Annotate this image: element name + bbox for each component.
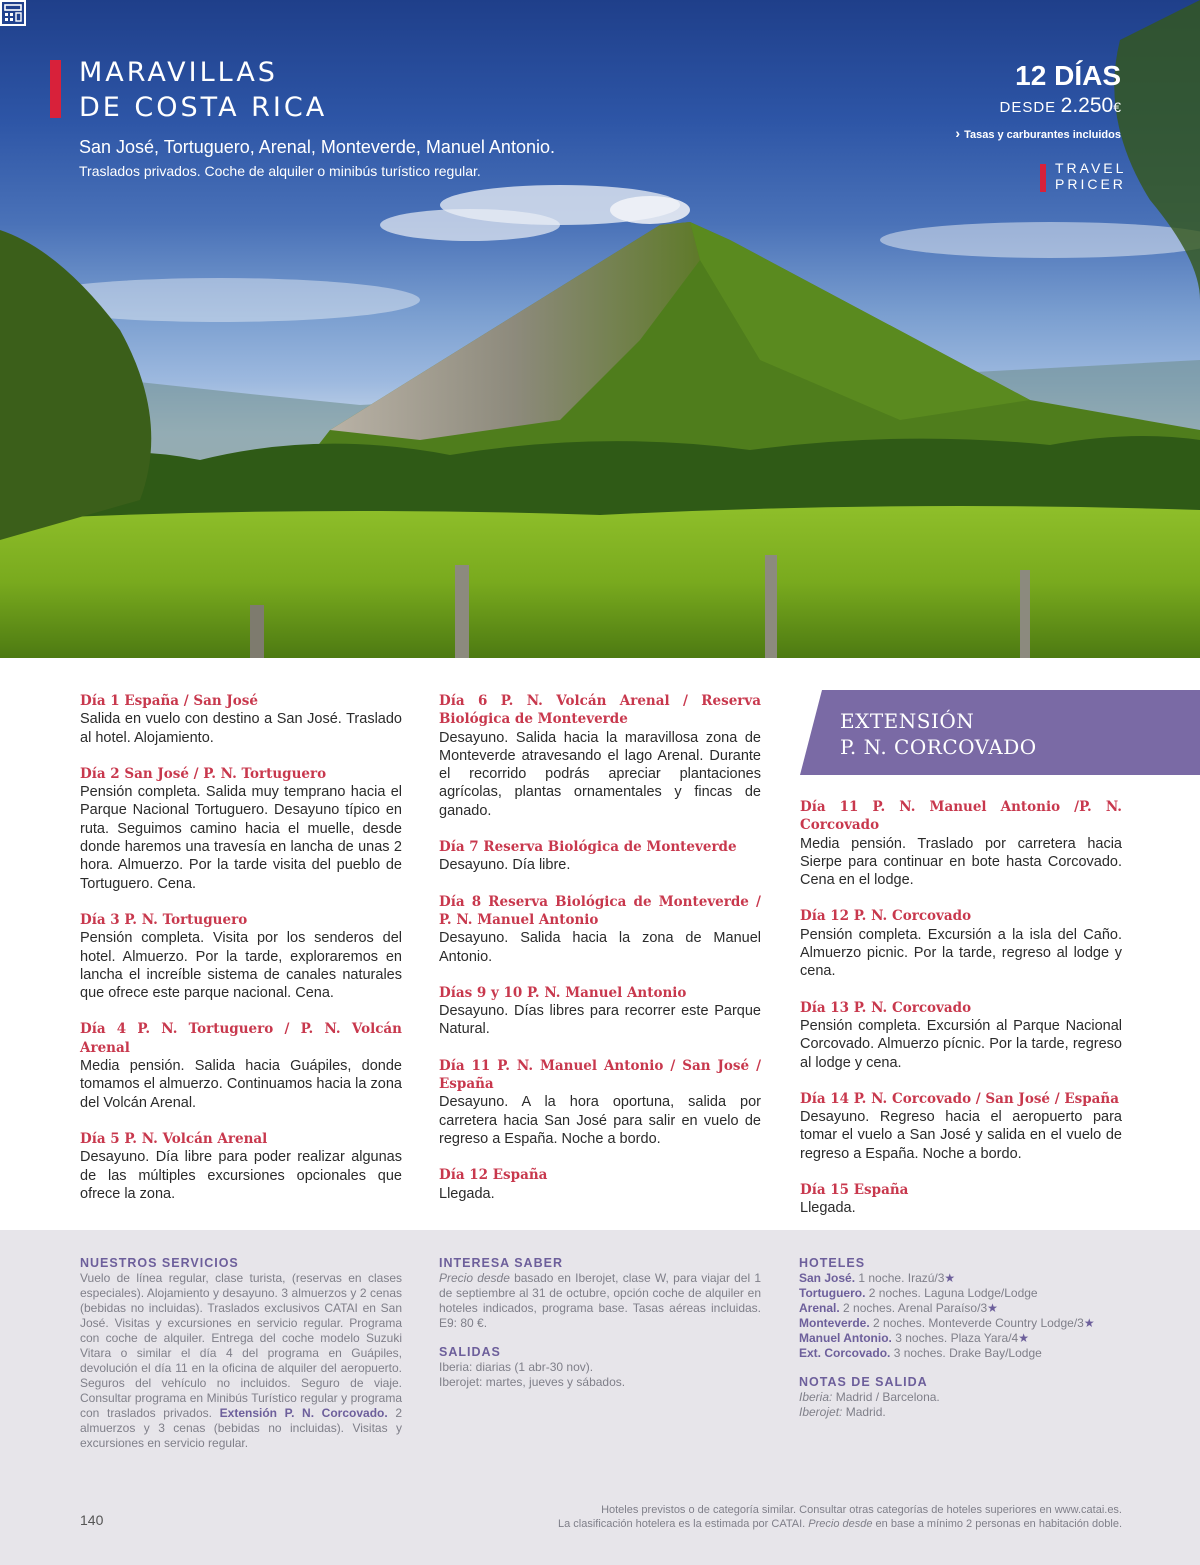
salidas-line-2: Iberojet: martes, jueves y sábados. [439, 1375, 626, 1389]
chevron-right-icon: › [955, 125, 961, 141]
itinerary-day [439, 1057, 761, 1148]
services-heading: NUESTROS SERVICIOS [80, 1256, 239, 1270]
itinerary-column-1 [80, 692, 402, 1221]
price-from [1000, 94, 1122, 118]
title-accent-bar [50, 60, 61, 118]
departure-note [799, 1405, 1099, 1420]
day-description: Pensión completa. Excursión a la isla del Caño. Almuerzo picnic. Por la tarde, regreso al lodge y cena. [800, 926, 1122, 980]
day-title: Día 14 P. N. Corcovado / San José / España [800, 1090, 1119, 1107]
hotel-detail: 1 noche. Irazú/3 [855, 1271, 945, 1285]
star-icon: ★ [1083, 1316, 1095, 1330]
salidas-heading: SALIDAS [439, 1345, 501, 1359]
title-line-1: MARAVILLAS [79, 57, 278, 88]
interesa-body: basado en Iberojet, clase W, para viajar del 1 de septiembre al 31 de octubre, opción coche de alquiler en hoteles indicados, programa base. Tasas aéreas incluidas. E9: 80 €. [439, 1271, 761, 1330]
star-icon: ★ [944, 1271, 956, 1285]
hotel-entry [799, 1286, 1099, 1301]
day-title: Día 3 P. N. Tortuguero [80, 911, 248, 928]
travel-pricer-logo [1055, 160, 1126, 192]
day-title: Días 9 y 10 P. N. Manuel Antonio [439, 984, 687, 1001]
departure-cities: Madrid / Barcelona. [832, 1390, 940, 1404]
extension-title-line-2: P. N. CORCOVADO [840, 735, 1037, 759]
day-title: Día 13 P. N. Corcovado [800, 999, 972, 1016]
hotel-destination: Arenal. [799, 1301, 840, 1315]
hotel-destination: Monteverde. [799, 1316, 870, 1330]
hotel-detail: 2 noches. Laguna Lodge/Lodge [865, 1286, 1038, 1300]
day-title: Día 12 España [439, 1167, 548, 1184]
departure-airline: Iberia: [799, 1390, 833, 1404]
hotel-destination: Ext. Corcovado. [799, 1346, 891, 1360]
disclaimer [422, 1503, 1122, 1531]
brand-accent-bar [1040, 164, 1046, 192]
hotel-entry [799, 1331, 1099, 1346]
route-subtitle: San José, Tortuguero, Arenal, Monteverde, Manuel Antonio. [79, 137, 555, 157]
hero-image [0, 0, 1200, 658]
hotel-detail: 2 noches. Arenal Paraíso/3 [839, 1301, 988, 1315]
hotel-detail: 3 noches. Drake Bay/Lodge [890, 1346, 1042, 1360]
day-description: Desayuno. A la hora oportuna, salida por carretera hacia San José para salir en vuelo de regreso a España. Noche a bordo. [439, 1094, 761, 1147]
star-icon: ★ [987, 1301, 998, 1315]
day-description: Desayuno. Salida hacia la maravillosa zona de Monteverde atravesando el lago Arenal. Durante el recorrido podrás apreciar plantaciones agrícolas, plantas ornamentales y fincas de ganado. [439, 729, 761, 819]
day-title: Día 15 España [800, 1182, 909, 1199]
day-description: Pensión completa. Salida muy temprano hacia el Parque Nacional Tortuguero. Desayuno típico en ruta. Seguimos camino hacia el muelle, desde donde haremos una travesía en lancha de unas 2 hora. Almuerzo. Por la tarde visita del pueblo de Tortuguero. Cena. [80, 784, 402, 892]
day-description: Pensión completa. Excursión al Parque Nacional Corcovado. Almuerzo pícnic. Por la tarde, regreso al lodge y cena. [800, 1017, 1122, 1071]
disclaimer-line-2 [422, 1517, 1122, 1531]
services-extension-text: 2 almuerzos y 3 cenas (bebidas no incluidas). Visitas y excursiones en servicio regular. [80, 1406, 402, 1450]
day-title: Día 8 Reserva Biológica de Monteverde / P. N. Manuel Antonio [439, 893, 761, 928]
disclaimer-line-2-italic: Precio desde [808, 1518, 873, 1530]
itinerary-day [439, 1166, 761, 1203]
itinerary-day [439, 984, 761, 1039]
brand-line-1: TRAVEL [1055, 160, 1127, 176]
extension-title [840, 708, 1037, 760]
hotel-entry [799, 1301, 1099, 1316]
salidas-line-1: Iberia: diarias (1 abr-30 nov). [439, 1360, 594, 1374]
hotel-detail: 2 noches. Monteverde Country Lodge/3 [869, 1316, 1084, 1330]
day-description: Llegada. [439, 1185, 495, 1202]
day-description: Desayuno. Días libres para recorrer este Parque Natural. [439, 1003, 761, 1038]
day-title: Día 2 San José / P. N. Tortuguero [80, 765, 327, 782]
day-title: Día 4 P. N. Tortuguero / P. N. Volcán Arenal [80, 1021, 402, 1056]
itinerary-day [439, 893, 761, 966]
day-title: Día 7 Reserva Biológica de Monteverde [439, 839, 737, 856]
notas-heading: NOTAS DE SALIDA [799, 1375, 928, 1389]
itinerary-day [80, 1020, 402, 1111]
taxes-text: Tasas y carburantes incluidos [964, 129, 1121, 141]
hotel-destination: Manuel Antonio. [799, 1331, 892, 1345]
departure-airline: Iberojet: [799, 1405, 843, 1419]
day-description: Desayuno. Día libre para poder realizar algunas de las múltiples excursiones opcionales que ofrece la zona. [80, 1149, 402, 1202]
day-title: Día 11 P. N. Manuel Antonio / San José / España [439, 1057, 761, 1093]
services-section [80, 1256, 402, 1451]
star-icon: ★ [1018, 1331, 1029, 1345]
day-title: Día 1 España / San José [80, 693, 258, 709]
itinerary-day [800, 1090, 1122, 1163]
extension-title-line-1: EXTENSIÓN [840, 709, 975, 733]
day-description: Desayuno. Salida hacia la zona de Manuel Antonio. [439, 930, 761, 965]
hotel-entry [799, 1316, 1099, 1331]
hotels-heading: HOTELES [799, 1256, 866, 1270]
day-description: Media pensión. Salida hacia Guápiles, donde tomamos el almuerzo. Continuamos hacia la zona del Volcán Arenal. [80, 1058, 402, 1111]
notas-list [799, 1390, 1099, 1420]
calculator-icon [0, 0, 26, 26]
hotel-entry [799, 1346, 1099, 1361]
price-label: DESDE [999, 99, 1057, 116]
day-title: Día 12 P. N. Corcovado [800, 908, 972, 925]
hotel-entry [799, 1271, 1099, 1286]
day-description: Salida en vuelo con destino a San José. Traslado al hotel. Alojamiento. [80, 711, 402, 746]
itinerary-day [80, 765, 402, 893]
disclaimer-line-1: Hoteles previstos o de categoría similar. Consultar otras categorías de hoteles superiores en www.catai.es. [601, 1504, 1122, 1516]
itinerary-day [800, 907, 1122, 980]
day-title: Día 11 P. N. Manuel Antonio /P. N. Corcovado [800, 799, 1122, 834]
interesa-section [439, 1256, 761, 1390]
hotel-destination: San José. [799, 1271, 856, 1285]
disclaimer-line-2-a: La clasificación hotelera es la estimada por CATAI. [558, 1518, 809, 1530]
hotel-destination: Tortuguero. [799, 1286, 866, 1300]
day-description: Llegada. [800, 1200, 856, 1217]
trip-duration: 12 DÍAS [1015, 60, 1121, 91]
itinerary-day [80, 1130, 402, 1203]
services-text [80, 1271, 402, 1451]
day-title: Día 5 P. N. Volcán Arenal [80, 1130, 268, 1147]
day-description: Desayuno. Regreso hacia el aeropuerto para tomar el vuelo a San José y salida en el vuelo de regreso a España. Noche a bordo. [800, 1109, 1122, 1162]
itinerary-day [80, 692, 402, 747]
day-description: Media pensión. Traslado por carretera hacia Sierpe para continuar en bote hasta Corcovado. Cena en el lodge. [800, 835, 1122, 889]
day-title: Día 6 P. N. Volcán Arenal / Reserva Biológica de Monteverde [439, 693, 761, 728]
hotels-section [799, 1256, 1099, 1420]
itinerary-day [800, 798, 1122, 889]
itinerary-day [800, 1181, 1122, 1218]
services-extension-label: Extensión P. N. Corcovado. [219, 1406, 388, 1420]
price-amount: 2.250 [1060, 94, 1114, 117]
extension-itinerary [800, 798, 1122, 1236]
departure-note [799, 1390, 1099, 1405]
title-line-2: DE COSTA RICA [79, 92, 328, 123]
itinerary-day [800, 999, 1122, 1072]
day-description: Pensión completa. Visita por los senderos del hotel. Almuerzo. Por la tarde, exploraremos en lancha el increíble sistema de canales naturales que ofrece este parque nacional. Cena. [80, 930, 402, 1002]
taxes-note [955, 125, 1121, 141]
itinerary-column-2 [439, 692, 761, 1221]
price-currency: € [1113, 99, 1121, 115]
itinerary-day [439, 838, 761, 875]
brand-line-2: PRICER [1055, 176, 1126, 192]
page-title [79, 55, 327, 125]
departure-cities: Madrid. [842, 1405, 886, 1419]
day-description: Desayuno. Día libre. [439, 857, 571, 874]
itinerary-day [439, 692, 761, 820]
hotels-list [799, 1271, 1099, 1361]
disclaimer-line-2-b: en base a mínimo 2 personas en habitación doble. [872, 1518, 1122, 1530]
hotel-detail: 3 noches. Plaza Yara/4 [891, 1331, 1019, 1345]
interesa-text [439, 1271, 761, 1331]
transport-subtitle: Traslados privados. Coche de alquiler o minibús turístico regular. [79, 163, 481, 179]
itinerary-day [80, 911, 402, 1002]
services-body: Vuelo de línea regular, clase turista, (reservas en clases especiales). Alojamiento y desayuno. 3 almuerzos y 2 cenas (bebidas no incluidas). Traslados exclusivos CATAI en San José. Visitas y excursiones en servicio regular. Programa con coche de alquiler. Entrega del coche modelo Suzuki Vitara o similar el día 4 del programa en Guápiles, devolución el día 11 en la oficina de alquiler del aeropuerto. Seguros del vehículo no incluidos. Seguro de viaje. Consultar programa en Minibús Turístico regular y programa con traslados privados. [80, 1271, 402, 1420]
interesa-heading: INTERESA SABER [439, 1256, 563, 1270]
interesa-italic: Precio desde [439, 1271, 510, 1285]
page-number: 140 [80, 1512, 104, 1528]
